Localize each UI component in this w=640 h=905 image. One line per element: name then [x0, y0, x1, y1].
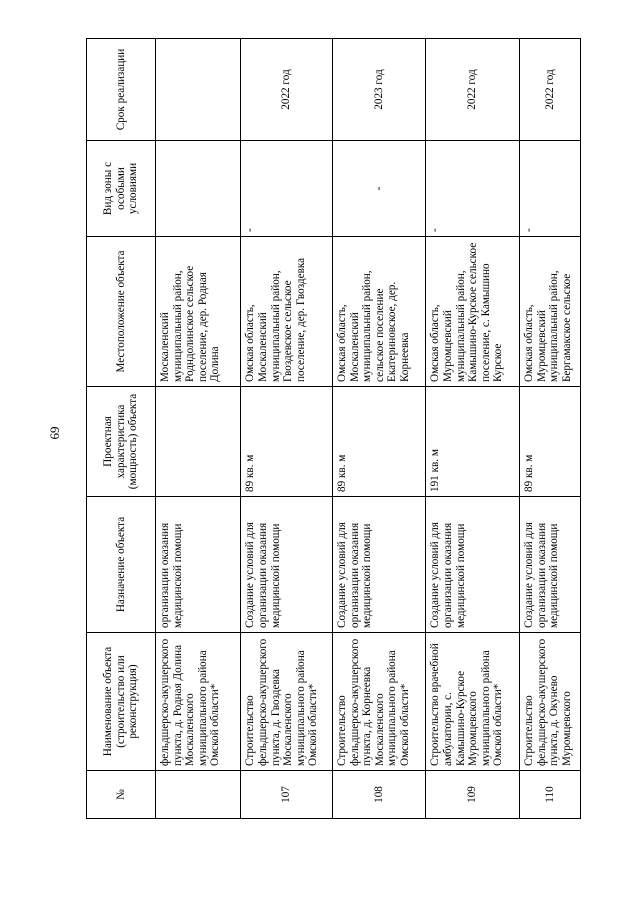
- cell-characteristic: 191 кв. м: [426, 387, 520, 497]
- table-row: [519, 39, 580, 819]
- cell-purpose: Создание условий для организации оказания медицинской помощи: [332, 497, 426, 633]
- cell-term: 2023 год: [332, 39, 426, 141]
- cell-zone: [156, 141, 241, 237]
- cell-zone: -: [241, 141, 332, 237]
- cell-term: [156, 39, 241, 141]
- header-name: Наименование объекта (строительство или реконструкция): [87, 633, 156, 771]
- cell-num: [156, 771, 241, 819]
- cell-term: 2022 год: [241, 39, 332, 141]
- page-number: 69: [47, 426, 62, 440]
- cell-location: Омская область, Москаленский муниципальный район, сельское поселение Екатериновское, дер. Корнеевка: [332, 237, 426, 387]
- cell-num: 109: [426, 771, 520, 819]
- cell-characteristic: [156, 387, 241, 497]
- cell-characteristic: 89 кв. м: [519, 387, 580, 497]
- cell-num: 107: [241, 771, 332, 819]
- cell-term: 2022 год: [426, 39, 520, 141]
- header-purpose: Назначение объекта: [87, 497, 156, 633]
- cell-characteristic: 89 кв. м: [332, 387, 426, 497]
- table-row: [241, 39, 332, 819]
- cell-location: Москаленский муниципальный район, Родндолинское сельское поселение, дер. Родная Долина: [156, 237, 241, 387]
- table-row: [332, 39, 426, 819]
- objects-table: [86, 38, 581, 819]
- cell-purpose: Создание условий для организации оказания медицинской помощи: [241, 497, 332, 633]
- header-location: Местоположение объекта: [87, 237, 156, 387]
- header-characteristic: Проектная характеристика (мощность) объекта: [87, 387, 156, 497]
- table-header-row: [87, 39, 156, 819]
- cell-purpose: Создание условий для организации оказания медицинской помощи: [519, 497, 580, 633]
- cell-name: Строительство фельдшерско-акушерского пункта, д. Гвоздевка Москаленского муниципального района Омской области*: [241, 633, 332, 771]
- table-row: [426, 39, 520, 819]
- cell-location: Омская область, Муромцевский муниципальный район, Бергамакское сельское: [519, 237, 580, 387]
- cell-location: Омская область, Муромцевский муниципальный район, Камышино-Курское сельское поселение, с. Камышино Курское: [426, 237, 520, 387]
- cell-purpose: организации оказания медицинской помощи: [156, 497, 241, 633]
- cell-purpose: Создание условий для организации оказания медицинской помощи: [426, 497, 520, 633]
- cell-name: Строительство врачебной амбулатории, с. Камышино-Курское Муромцевского муниципального района Омской области*: [426, 633, 520, 771]
- header-zone: Вид зоны с особыми условиями: [87, 141, 156, 237]
- cell-term: 2022 год: [519, 39, 580, 141]
- cell-num: 108: [332, 771, 426, 819]
- cell-location: Омская область, Москаленский муниципальный район, Гвоздевское сельское поселение, дер. Гвоздевка: [241, 237, 332, 387]
- cell-name: Строительство фельдшерско-акушерского пункта, д. Окунево Муромцевского: [519, 633, 580, 771]
- cell-characteristic: 89 кв. м: [241, 387, 332, 497]
- cell-zone: -: [426, 141, 520, 237]
- cell-num: 110: [519, 771, 580, 819]
- cell-zone: -: [519, 141, 580, 237]
- rotated-table-container: [86, 39, 581, 819]
- cell-name: Строительство фельдшерско-акушерского пункта, д. Корнеевка Москаленского муниципального района Омской области*: [332, 633, 426, 771]
- header-num: №: [87, 771, 156, 819]
- header-term: Срок реализации: [87, 39, 156, 141]
- cell-zone: -: [332, 141, 426, 237]
- cell-name: фельдшерско-акушерского пункта, д. Родная Долина Москаленского муниципального района Омской области*: [156, 633, 241, 771]
- table-row: [156, 39, 241, 819]
